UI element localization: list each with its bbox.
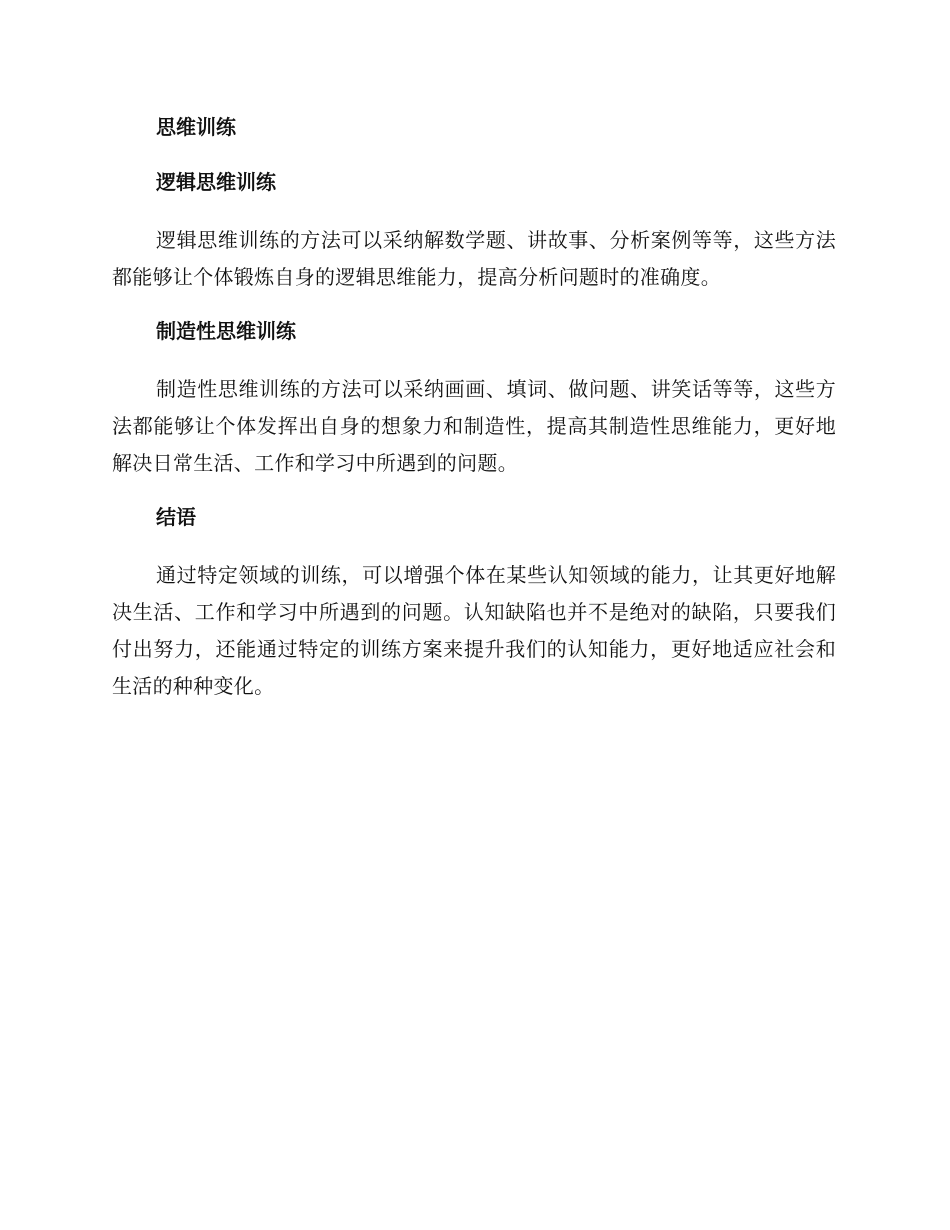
- creative-training-paragraph: 制造性思维训练的方法可以采纳画画、填词、做问题、讲笑话等等，这些方法都能够让个体发挥出自身的想象力和制造性，提高其制造性思维能力，更好地解决日常生活、工作和学习中所遇到的问题。: [112, 377, 836, 475]
- section-title: 思维训练: [156, 115, 236, 139]
- creative-training-heading: 制造性思维训练: [156, 319, 296, 343]
- logic-training-heading: 逻辑思维训练: [156, 170, 276, 194]
- logic-training-paragraph: 逻辑思维训练的方法可以采纳解数学题、讲故事、分析案例等等，这些方法都能够让个体锻炼自身的逻辑思维能力，提高分析问题时的准确度。: [112, 228, 836, 289]
- document-body: [112, 112, 836, 725]
- conclusion-heading: 结语: [156, 505, 196, 529]
- conclusion-paragraph: 通过特定领域的训练，可以增强个体在某些认知领域的能力，让其更好地解决生活、工作和学习中所遇到的问题。认知缺陷也并不是绝对的缺陷，只要我们付出努力，还能通过特定的训练方案来提升我们的认知能力，更好地适应社会和生活的种种变化。: [112, 563, 836, 698]
